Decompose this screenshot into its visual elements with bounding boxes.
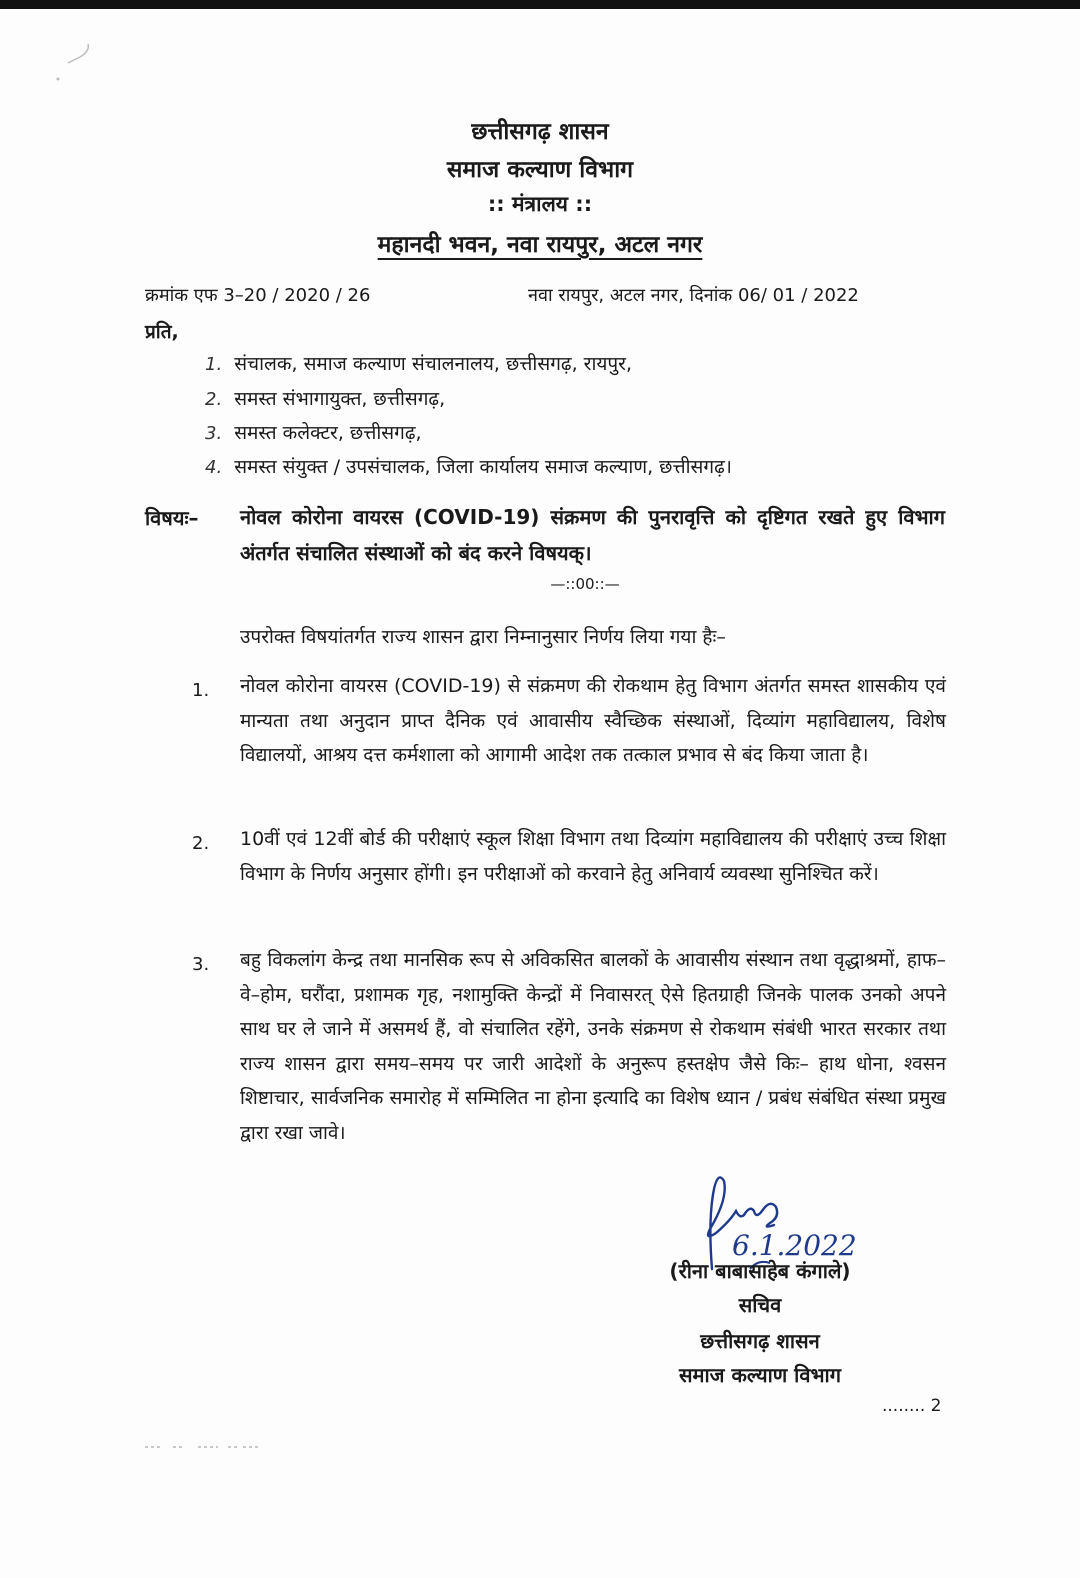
header-address: महानदी भवन, नवा रायपुर, अटल नगर — [377, 232, 703, 258]
signatory-designation: सचिव — [738, 1293, 782, 1317]
reference-date: नवा रायपुर, अटल नगर, दिनांक 06/ 01 / 2022 — [528, 285, 859, 306]
addressee-item — [205, 350, 632, 376]
header-department: समाज कल्याण विभाग — [446, 157, 634, 183]
screen-top-bar — [0, 0, 1080, 9]
signatory-org: छत्तीसगढ़ शासन — [700, 1329, 820, 1353]
paragraph-number: 1. — [192, 680, 210, 701]
addressee-text: समस्त कलेक्टर, छत्तीसगढ़, — [234, 422, 422, 444]
addressee-item — [205, 453, 732, 479]
addressee-number: 1. — [205, 354, 223, 375]
signatory-name: (रीना बाबासाहेब कंगाले) — [669, 1259, 851, 1283]
scan-smudge-mark — [50, 39, 100, 89]
addressee-number: 2. — [205, 389, 223, 410]
page-continuation: ........ 2 — [882, 1396, 942, 1416]
addressee-item — [205, 385, 445, 411]
header-ministry: :: मंत्रालय :: — [487, 192, 593, 216]
paragraph-number: 2. — [192, 833, 210, 854]
reference-number: क्रमांक एफ 3–20 / 2020 / 26 — [145, 285, 371, 306]
addressee-item — [205, 419, 422, 445]
intro-text: उपरोक्त विषयांतर्गत राज्य शासन द्वारा निम्नानुसार निर्णय लिया गया हैः– — [240, 626, 726, 648]
addressee-text: संचालक, समाज कल्याण संचालनालय, छत्तीसगढ़, रायपुर, — [234, 353, 632, 375]
header-government: छत्तीसगढ़ शासन — [471, 119, 609, 145]
paragraph-text: नोवल कोरोना वायरस (COVID-19) से संक्रमण की रोकथाम हेतु विभाग अंतर्गत समस्त शासकीय एवं मान्यता तथा अनुदान प्राप्त दैनिक एवं आवासीय स्वैच्छिक संस्थाओं, दिव्यांग महाविद्यालय, विशेष विद्यालयों, आश्रय दत्त कर्मशाला को आगामी आदेश तक तत्काल प्रभाव से बंद किया जाता है। — [240, 675, 946, 766]
scan-footer-mark — [143, 1441, 263, 1453]
subject-label: विषयः– — [145, 506, 199, 530]
addressee-number: 4. — [205, 457, 223, 478]
addressee-text: समस्त संयुक्त / उपसंचालक, जिला कार्यालय समाज कल्याण, छत्तीसगढ़। — [234, 456, 732, 478]
signature-date: 6.1.2022 — [732, 1229, 857, 1262]
paragraph-number: 3. — [192, 954, 210, 975]
document-page — [0, 9, 1080, 1578]
paragraph-text: 10वीं एवं 12वीं बोर्ड की परीक्षाएं स्कूल शिक्षा विभाग तथा दिव्यांग महाविद्यालय की परीक्षाएं उच्च शिक्षा विभाग के निर्णय अनुसार होंगी। इन परीक्षाओं को करवाने हेतु अनिवार्य व्यवस्था सुनिश्चित करें। — [240, 828, 946, 885]
to-label: प्रति, — [145, 321, 179, 343]
paragraph-text: बहु विकलांग केन्द्र तथा मानसिक रूप से अविकसित बालकों के आवासीय संस्थान तथा वृद्धाश्रमों, हाफ–वे–होम, घरौंदा, प्रशामक गृह, नशामुक्ति केन्द्रों में निवासरत् ऐसे हितग्राही जिनके पालक उनको अपने साथ घर ले जाने में असमर्थ हैं, वो संचालित रहेंगे, उनके संक्रमण से रोकथाम संबंधी भारत सरकार तथा राज्य शासन द्वारा समय–समय पर जारी आदेशों के अनुरूप हस्तक्षेप जैसे किः– हाथ धोना, श्वसन शिष्टाचार, सार्वजनिक समारोह में सम्मिलित ना होना इत्यादि का विशेष ध्यान / प्रबंध संबंधित संस्था प्रमुख द्वारा रखा जावे। — [240, 949, 946, 1144]
signatory-department: समाज कल्याण विभाग — [679, 1363, 841, 1387]
addressee-number: 3. — [205, 423, 223, 444]
subject-text: नोवल कोरोना वायरस (COVID-19) संक्रमण की पुनरावृत्ति को दृष्टिगत रखते हुए विभाग अंतर्गत संचालित संस्थाओं को बंद करने विषयक्। — [240, 505, 945, 565]
separator: —::00::— — [550, 575, 620, 593]
addressee-text: समस्त संभागायुक्त, छत्तीसगढ़, — [234, 388, 446, 410]
